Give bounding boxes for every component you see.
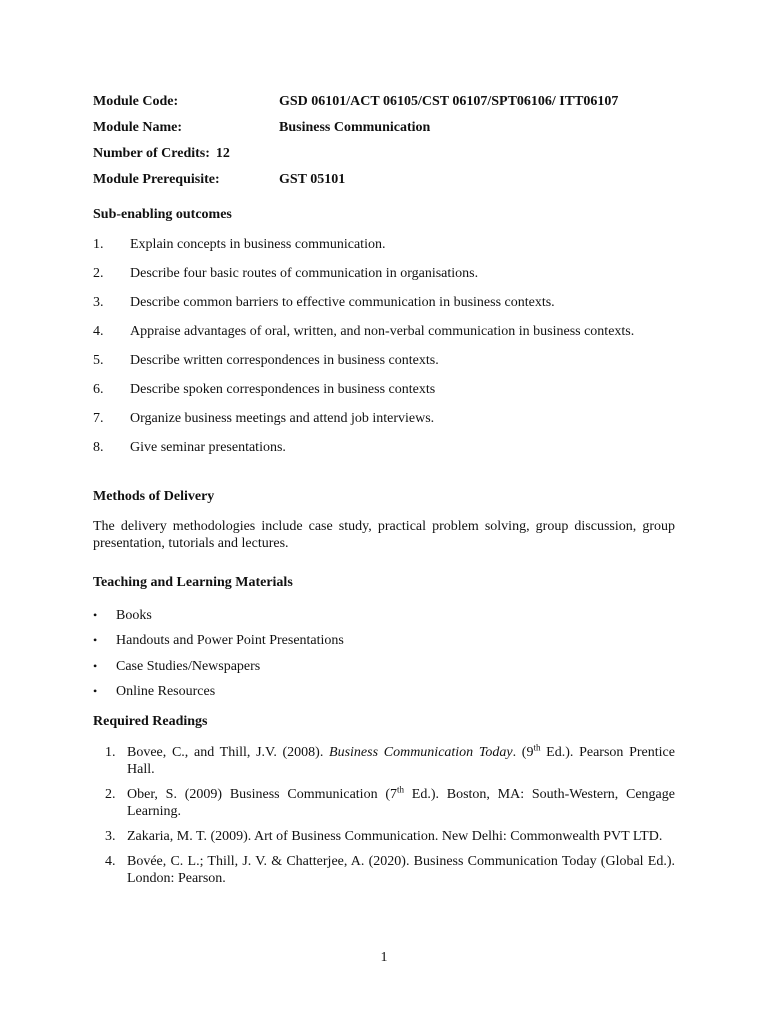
- outcome-text: Organize business meetings and attend job interviews.: [130, 411, 435, 426]
- reading-number: 2.: [105, 787, 116, 802]
- reading-number: 4.: [105, 854, 116, 869]
- outcome-item: [93, 381, 675, 398]
- reading-text-part: Zakaria, M. T. (2009). Art of Business Communication. New Delhi: Commonwealth PVT LTD.: [127, 829, 663, 844]
- reading-text-part: . (9: [512, 745, 534, 760]
- bullet-icon: •: [93, 658, 98, 673]
- module-code-value: GSD 06101/ACT 06105/CST 06107/SPT06106/ ITT06107: [279, 94, 619, 109]
- outcomes-list: [93, 236, 675, 468]
- outcome-text: Appraise advantages of oral, written, and non-verbal communication in business contexts.: [130, 324, 635, 339]
- outcome-number: 4.: [93, 324, 104, 339]
- material-text: Books: [116, 608, 152, 623]
- outcome-item: [93, 294, 675, 311]
- material-item: [93, 607, 344, 632]
- reading-superscript: th: [533, 742, 541, 753]
- credits-row: [93, 145, 675, 171]
- outcome-item: [93, 410, 675, 427]
- reading-item: [105, 786, 675, 820]
- outcome-text: Explain concepts in business communication.: [130, 237, 386, 252]
- module-header: [93, 93, 675, 197]
- outcome-item: [93, 323, 675, 340]
- reading-text: [127, 853, 675, 887]
- material-item: [93, 632, 344, 657]
- outcome-item: [93, 352, 675, 369]
- material-text: Case Studies/Newspapers: [116, 658, 261, 674]
- outcome-number: 8.: [93, 440, 104, 455]
- credits-label: Number of Credits:: [93, 146, 210, 161]
- outcome-text: Describe written correspondences in business contexts.: [130, 353, 439, 368]
- reading-text-part: Ober, S. (2009) Business Communication (7: [127, 787, 397, 802]
- outcome-number: 1.: [93, 237, 104, 252]
- outcome-number: 7.: [93, 411, 104, 426]
- prerequisite-row: [93, 171, 675, 197]
- methods-text: The delivery methodologies include case study, practical problem solving, group discussion, group presentation, tutorials and lectures.: [93, 519, 675, 551]
- readings-list: [105, 744, 675, 895]
- materials-heading: Teaching and Learning Materials: [93, 575, 293, 590]
- module-name-value: Business Communication: [279, 120, 431, 135]
- bullet-icon: •: [93, 683, 98, 698]
- reading-item: [105, 853, 675, 887]
- module-name-row: [93, 119, 675, 145]
- outcome-text: Describe common barriers to effective communication in business contexts.: [130, 295, 555, 310]
- credits-value: 12: [215, 146, 230, 161]
- outcome-number: 2.: [93, 266, 104, 281]
- outcome-number: 3.: [93, 295, 104, 310]
- outcome-text: Give seminar presentations.: [130, 440, 286, 455]
- outcome-item: [93, 236, 675, 253]
- outcome-number: 5.: [93, 353, 104, 368]
- reading-text-part: Bovee, C., and Thill, J.V. (2008).: [127, 745, 330, 760]
- reading-number: 1.: [105, 745, 116, 760]
- prerequisite-value: GST 05101: [279, 172, 346, 187]
- reading-text: [127, 786, 675, 820]
- reading-number: 3.: [105, 829, 116, 844]
- reading-item: [105, 744, 675, 778]
- outcome-text: Describe spoken correspondences in business contexts: [130, 382, 436, 397]
- reading-text: [127, 744, 675, 778]
- prerequisite-label: Module Prerequisite:: [93, 172, 220, 187]
- material-item: [93, 658, 344, 683]
- bullet-icon: •: [93, 608, 98, 622]
- outcome-item: [93, 439, 675, 456]
- module-name-label: Module Name:: [93, 120, 183, 135]
- reading-text-part: Ed.). Pearson Prentice Hall.: [127, 745, 675, 777]
- outcomes-heading: Sub-enabling outcomes: [93, 207, 232, 222]
- material-text: Online Resources: [116, 683, 216, 699]
- page-number: 1: [380, 950, 388, 965]
- reading-item: [105, 828, 675, 845]
- document-page: [93, 93, 675, 886]
- outcome-number: 6.: [93, 382, 104, 397]
- material-item: [93, 683, 344, 708]
- outcome-item: [93, 265, 675, 282]
- reading-title-italic: Business Communication Today: [329, 745, 513, 760]
- module-code-row: [93, 93, 675, 119]
- material-text: Handouts and Power Point Presentations: [116, 633, 344, 649]
- module-code-label: Module Code:: [93, 94, 179, 109]
- materials-list: [93, 607, 344, 708]
- bullet-icon: •: [93, 633, 98, 648]
- outcome-text: Describe four basic routes of communication in organisations.: [130, 266, 479, 281]
- readings-heading: Required Readings: [93, 714, 208, 729]
- methods-heading: Methods of Delivery: [93, 489, 215, 504]
- reading-text-part: Bovée, C. L.; Thill, J. V. & Chatterjee, A. (2020). Business Communication Today (Global Ed.). London: Pearson.: [127, 854, 675, 886]
- reading-superscript: th: [397, 784, 405, 795]
- reading-text: [127, 828, 675, 845]
- reading-text-part: Ed.). Boston, MA: South-Western, Cengage Learning.: [127, 787, 675, 819]
